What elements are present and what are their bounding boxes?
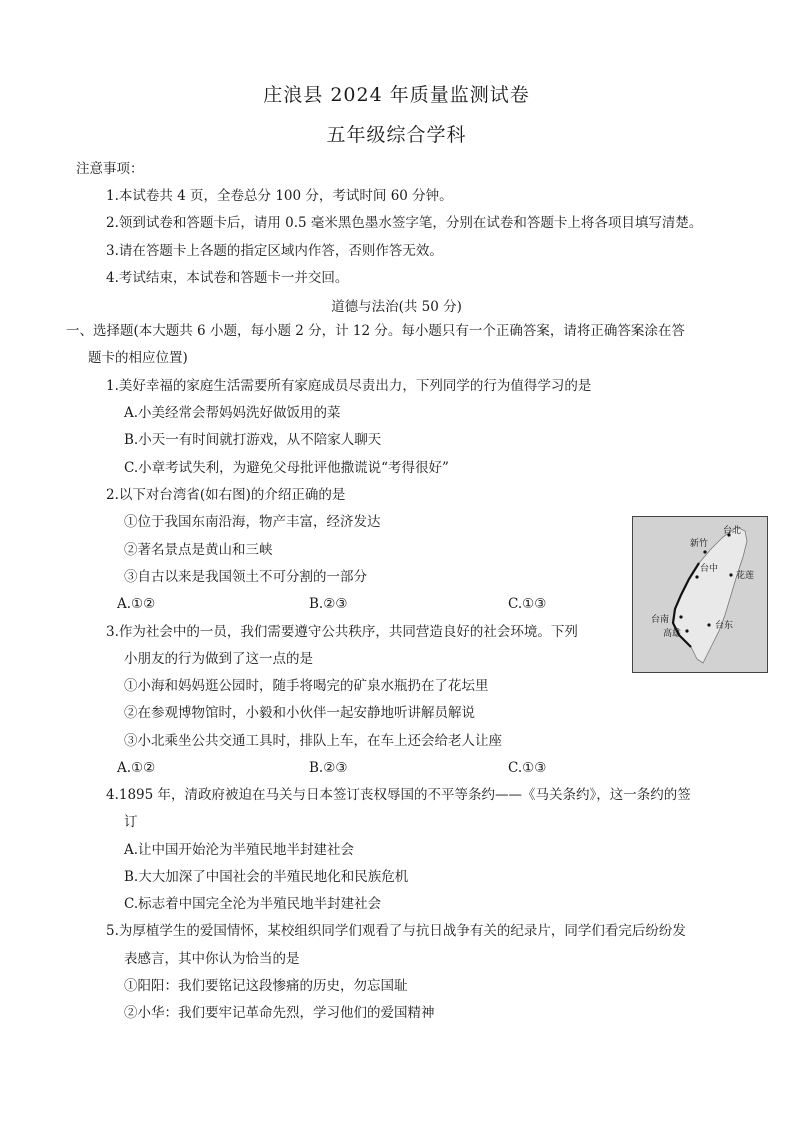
notice-heading: 注意事项： (76, 161, 144, 177)
q2-statement-3: ③自古以来是我国领土不可分割的一部分 (124, 569, 367, 585)
q4-stem-line1: 4.1895 年，清政府被迫在马关与日本签订丧权辱国的不平等条约——《马关条约》，这一条约的签 (106, 787, 691, 803)
q3-statement-1: ①小海和妈妈逛公园时，随手将喝完的矿泉水瓶扔在了花坛里 (124, 678, 489, 694)
taiwan-map (632, 516, 768, 673)
q3-stem-line1: 3.作为社会中的一员，我们需要遵守公共秩序，共同营造良好的社会环境。下列 (106, 624, 578, 640)
q3-stem-line2: 小朋友的行为做到了这一点的是 (124, 651, 313, 667)
notice-item-3: 3.请在答题卡上各题的指定区域内作答，否则作答无效。 (106, 243, 443, 259)
q4-option-c: C.标志着中国完全沦为半殖民地半封建社会 (124, 896, 382, 912)
part-heading-line1: 一、选择题(本大题共 6 小题，每小题 2 分，计 12 分。每小题只有一个正确答案，请将正确答案涂在答 (66, 323, 685, 339)
map-label-hualian: 花莲 (736, 571, 755, 581)
q5-stem-line1: 5.为厚植学生的爱国情怀，某校组织同学们观看了与抗日战争有关的纪录片，同学们看完后纷纷发 (106, 923, 686, 939)
section-title: 道德与法治(共 50 分) (331, 299, 462, 315)
q5-statement-2: ②小华：我们要牢记革命先烈，学习他们的爱国精神 (124, 1005, 435, 1021)
map-label-taizhong: 台中 (700, 564, 719, 574)
notice-item-1: 1.本试卷共 4 页，全卷总分 100 分，考试时间 60 分钟。 (106, 188, 453, 204)
q1-option-b: B.小天一有时间就打游戏，从不陪家人聊天 (124, 432, 382, 448)
map-label-xinzhu: 新竹 (690, 539, 709, 549)
q4-option-a: A.让中国开始沦为半殖民地半封建社会 (124, 842, 355, 858)
exam-subtitle: 五年级综合学科 (326, 124, 467, 146)
part-heading-line2: 题卡的相应位置) (88, 350, 188, 366)
q2-statement-2: ②著名景点是黄山和三峡 (124, 542, 273, 558)
map-label-gaoxiong: 高雄 (663, 629, 682, 639)
notice-item-2: 2.领到试卷和答题卡后，请用 0.5 毫米黑色墨水签字笔，分别在试卷和答题卡上将各项目填写清楚。 (106, 215, 703, 231)
q1-option-a: A.小美经常会帮妈妈洗好做饭用的菜 (124, 405, 341, 421)
q2-statement-1: ①位于我国东南沿海，物产丰富，经济发达 (124, 514, 381, 530)
q2-stem: 2.以下对台湾省(如右图)的介绍正确的是 (106, 487, 346, 503)
q3-option-b: B.②③ (309, 760, 348, 776)
q3-option-a: A.①② (117, 760, 156, 776)
map-label-taibei: 台北 (723, 526, 742, 536)
q2-option-a: A.①② (117, 596, 156, 612)
q4-option-b: B.大大加深了中国社会的半殖民地化和民族危机 (124, 869, 409, 885)
q3-statement-2: ②在参观博物馆时，小毅和小伙伴一起安静地听讲解员解说 (124, 705, 475, 721)
map-label-taidong: 台东 (715, 621, 734, 631)
exam-title: 庄浪县 2024 年质量监测试卷 (263, 84, 530, 106)
map-label-tainan: 台南 (651, 615, 670, 625)
q3-option-c: C.①③ (508, 760, 547, 776)
q3-statement-3: ③小北乘坐公共交通工具时，排队上车，在车上还会给老人让座 (124, 733, 502, 749)
q2-option-c: C.①③ (508, 596, 547, 612)
q4-stem-line2: 订 (124, 814, 138, 830)
q1-stem: 1.美好幸福的家庭生活需要所有家庭成员尽责出力，下列同学的行为值得学习的是 (106, 378, 592, 394)
notice-item-4: 4.考试结束，本试卷和答题卡一并交回。 (106, 270, 349, 286)
q5-statement-1: ①阳阳：我们要铭记这段惨痛的历史，勿忘国耻 (124, 978, 408, 994)
q1-option-c: C.小章考试失利，为避免父母批评他撒谎说“考得很好” (124, 460, 449, 476)
q5-stem-line2: 表感言，其中你认为恰当的是 (124, 951, 300, 967)
q2-option-b: B.②③ (309, 596, 348, 612)
